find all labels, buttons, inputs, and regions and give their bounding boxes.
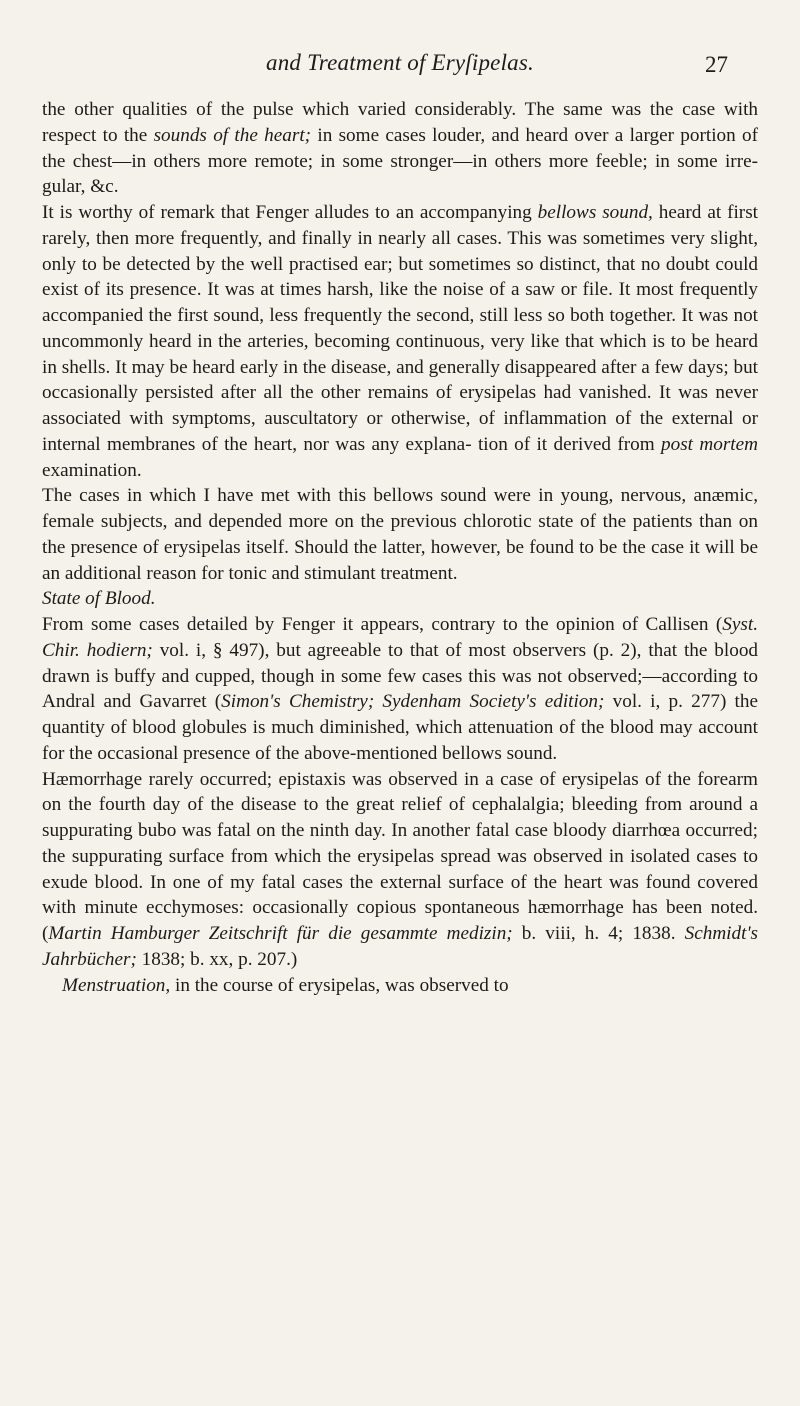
text-run: From some cases detailed by Fenger it appears, contrary to the opinion of Callisen ( (42, 614, 723, 635)
paragraph (42, 767, 758, 973)
text-run: in some cases louder, and heard over a larger portion of the chest—in others more remote; in some stronger—in others more feeble; in some irre- gular, &c. (42, 124, 758, 198)
italic-text: bellows sound, (537, 202, 653, 223)
italic-text: State of Blood. (42, 588, 156, 610)
paragraph (42, 200, 758, 483)
running-title: and Treatment of Eryſipelas. (266, 50, 534, 75)
italic-text: Menstruation, (62, 974, 171, 996)
italic-text: Martin Hamburger Zeitschrift für die gesammte medizin; (48, 923, 513, 944)
text-run: examination. (42, 459, 142, 481)
text-run: the other qualities of the pulse which varied considerably. The same was the case with respect to the (42, 99, 758, 146)
running-header (0, 50, 800, 86)
italic-text: post mortem (661, 433, 758, 455)
text-run: vol. i, § 497), but agreeable to that of most observers (p. 2), that the blood drawn is buffy and cupped, though in some few cases this was not observed;—according to Andral and Gavarret ( (42, 639, 759, 713)
text-run: heard at first rarely, then more frequently, and finally in nearly all cases. This was sometimes very slight, only to be detected by the well practised ear; but sometimes so distinct, that no doubt could exist of its presence. It was at times harsh, like the noise of a saw or file. It most frequently accompanied the first sound, less frequently the second, still less so both together. It was not uncommonly heard in the arteries, becoming continuous, very like that which is to be heard in shells. It may be heard early in the disease, and generally disappeared after a few days; but occasionally persisted after all the other remains of erysipelas had vanished. It was never associated with symptoms, auscultatory or otherwise, of inflammation of the external or internal membranes of the heart, nor was any explana- tion of it derived from (42, 202, 758, 455)
text-run: vol. i, p. 277) the quantity of blood globules is much diminished, which attenuation of the blood may account for the occasional presence of the above-mentioned bellows sound. (42, 691, 758, 764)
page-number: 27 (705, 52, 728, 77)
italic-text: Syst. Chir. hodiern; (42, 614, 758, 661)
body-text (42, 97, 758, 998)
text-run: in the course of erysipelas, was observed to (170, 974, 509, 996)
text-run: It is worthy of remark that Fenger alludes to an accompanying (42, 202, 538, 223)
paragraph (42, 612, 758, 767)
italic-text: Schmidt's Jahrbücher; (42, 923, 759, 970)
section-heading (42, 586, 758, 612)
italic-text: sounds of the heart; (153, 124, 312, 146)
text-run: 1838; b. xx, p. 207.) (136, 948, 298, 970)
text-run: b. viii, h. 4; 1838. (512, 923, 685, 944)
paragraph (42, 97, 758, 200)
text-run: Hæmorrhage rarely occurred; epistaxis was observed in a case of erysipelas of the forearm on the fourth day of the disease to the great relief of cephalalgia; bleeding from around a suppurating bubo was fatal on the ninth day. In another fatal case bloody diarrhœa occurred; the suppurating surface from which the erysipelas spread was observed in isolated cases to exude blood. In one of my fatal cases the external surface of the heart was found covered with minute ecchymoses: occasionally copious spontaneous hæmorrhage has been noted. ( (42, 768, 758, 944)
italic-text: Simon's Chemistry; Sydenham Society's edition; (221, 691, 605, 713)
paragraph (42, 973, 758, 999)
paragraph (42, 483, 758, 586)
text-run: The cases in which I have met with this bellows sound were in young, nervous, anæmic, female subjects, and depended more on the previous chlorotic state of the patients than on the presence of erysipelas itself. Should the latter, however, be found to be the case it will be an additional reason for tonic and stimulant treatment. (42, 485, 758, 584)
